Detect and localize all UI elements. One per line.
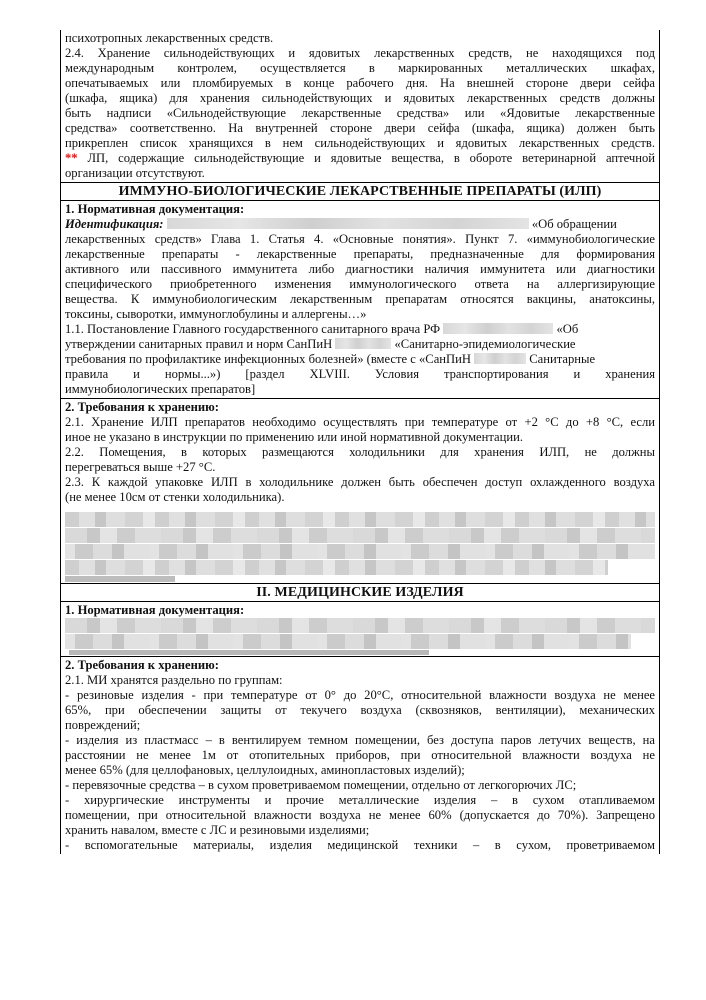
section-subheading: 1. Нормативная документация:	[65, 603, 245, 617]
text-line: 65%, при обеспечении защиты от текучего воздуха (сквозняков, вентиляции), механических	[65, 703, 655, 717]
text-line: специфического приобретенного изменения иммунологического ответа на аллергизирующие	[65, 277, 655, 291]
redacted-block	[65, 618, 655, 655]
text-line: 2.1. Хранение ИЛП препаратов необходимо осуществлять при температуре от +2 °С до +8 °С, если	[65, 415, 655, 429]
redacted-text	[335, 338, 391, 349]
text-line: перегреваться выше +27 °С.	[65, 460, 216, 474]
text-line: менее 65% (для целлофановых, целлулоидных, аминопластовых изделий);	[65, 763, 465, 777]
note-line: ** ЛП, содержащие сильнодействующие и ядовитые вещества, в обороте ветеринарной аптечной	[65, 151, 655, 165]
text-line: повреждений;	[65, 718, 141, 732]
text-line: 2.2. Помещения, в которых размещаются холодильники для хранения ИЛП, не должны	[65, 445, 655, 459]
text-line: иммунобиологических препаратов]	[65, 382, 256, 396]
ident-line: Идентификация: «Об обращении	[65, 217, 617, 231]
text-line: опечатываемых или пломбируемых в конце рабочего дня. На внешней стороне двери сейфа	[65, 76, 655, 90]
section-subheading: 2. Требования к хранению:	[65, 400, 219, 414]
text-line: активного или пассивного иммунитета либо диагностики наличия иммунитета или диагностики	[65, 262, 655, 276]
text-line: прикреплен список хранящихся в нем сильнодействующих и ядовитых лекарственных средств.	[65, 136, 655, 150]
text-line: лекарственных средств» Глава 1. Статья 4. «Основные понятия». Пункт 7. «иммунобиологические	[65, 232, 655, 246]
note-line: организации отсутствуют.	[65, 166, 205, 180]
mi-storage-block	[60, 657, 660, 854]
ilp-normative-block	[60, 201, 660, 399]
text-line: - перевязочные средства – в сухом проветриваемом помещении, отдельно от легкогорючих ЛС;	[65, 778, 577, 792]
ident-label: Идентификация:	[65, 217, 164, 231]
redacted-text	[443, 323, 553, 334]
text-line: - вспомогательные материалы, изделия медицинской техники – в сухом, проветриваемом	[65, 838, 655, 852]
section-subheading: 2. Требования к хранению:	[65, 658, 219, 672]
text-line: вещества. К иммунобиологическим лекарственным препаратам относятся вакцины, анатоксины,	[65, 292, 655, 306]
text-line: (не менее 10см от стенки холодильника).	[65, 490, 285, 504]
text-line: расстоянии не менее 1м от отопительных приборов, при относительной влажности воздуха не	[65, 748, 655, 762]
text-line: иное не указано в инструкции по применению или иной нормативной документации.	[65, 430, 523, 444]
top-text-block	[60, 30, 660, 183]
document-page	[60, 30, 660, 854]
mi-normative-block	[60, 602, 660, 657]
text-line: правила и нормы...») [раздел XLVIII. Условия транспортирования и хранения	[65, 367, 655, 381]
text-line: международным контролем, осуществляется в маркированных металлических шкафах,	[65, 61, 655, 75]
text-line: помещении, при относительной влажности воздуха не менее 60% (допускается до 70%). Запрещено	[65, 808, 655, 822]
text-line: хранить навалом, вместе с ЛС и резиновыми изделиями;	[65, 823, 370, 837]
text-line: средства» соответственно. На внутренней стороне двери сейфа (шкафа, ящика) должен быть	[65, 121, 655, 135]
section-header-ilp: ИММУНО-БИОЛОГИЧЕСКИЕ ЛЕКАРСТВЕННЫЕ ПРЕПАРАТЫ (ИЛП)	[60, 183, 660, 201]
text-line: 2.3. К каждой упаковке ИЛП в холодильнике должен быть обеспечен доступ охлажденного воздуха	[65, 475, 655, 489]
text-line: 2.1. МИ хранятся раздельно по группам:	[65, 673, 283, 687]
text-line: - хирургические инструменты и прочие металлические изделия – в сухом отапливаемом	[65, 793, 655, 807]
section-subheading: 1. Нормативная документация:	[65, 202, 245, 216]
redacted-text	[167, 218, 529, 229]
ilp-storage-block	[60, 399, 660, 584]
text-line: токсины, сыворотки, иммуноглобулины и аллергены…»	[65, 307, 367, 321]
text-line: 1.1. Постановление Главного государственного санитарного врача РФ «Об	[65, 322, 579, 336]
text-line: (шкафа, ящика) для хранения сильнодействующих и ядовитых лекарственных средств должны	[65, 91, 655, 105]
text-line: - резиновые изделия - при температуре от 0° до 20°С, относительной влажности воздуха не менее	[65, 688, 655, 702]
text-line: требования по профилактике инфекционных болезней» (вместе с «СанПиН Санитарные	[65, 352, 596, 366]
redacted-text	[474, 353, 526, 364]
text-line: - изделия из пластмасс – в вентилируем темном помещении, без доступа паров летучих веществ, на	[65, 733, 655, 747]
section-header-mi: II. МЕДИЦИНСКИЕ ИЗДЕЛИЯ	[60, 584, 660, 602]
note-marker: **	[65, 151, 78, 165]
text-line: лекарственные препараты - лекарственные препараты, предназначенные для формирования	[65, 247, 655, 261]
redacted-block	[65, 512, 655, 582]
text-line: утверждении санитарных правил и норм СанПиН «Санитарно-эпидемиологические	[65, 337, 576, 351]
text-line: быть надписи «Сильнодействующие лекарственные средства» или «Ядовитые лекарственные	[65, 106, 655, 120]
text-line: психотропных лекарственных средств.	[65, 31, 274, 45]
text-line: 2.4. Хранение сильнодействующих и ядовитых лекарственных средств, не находящихся под	[65, 46, 655, 60]
